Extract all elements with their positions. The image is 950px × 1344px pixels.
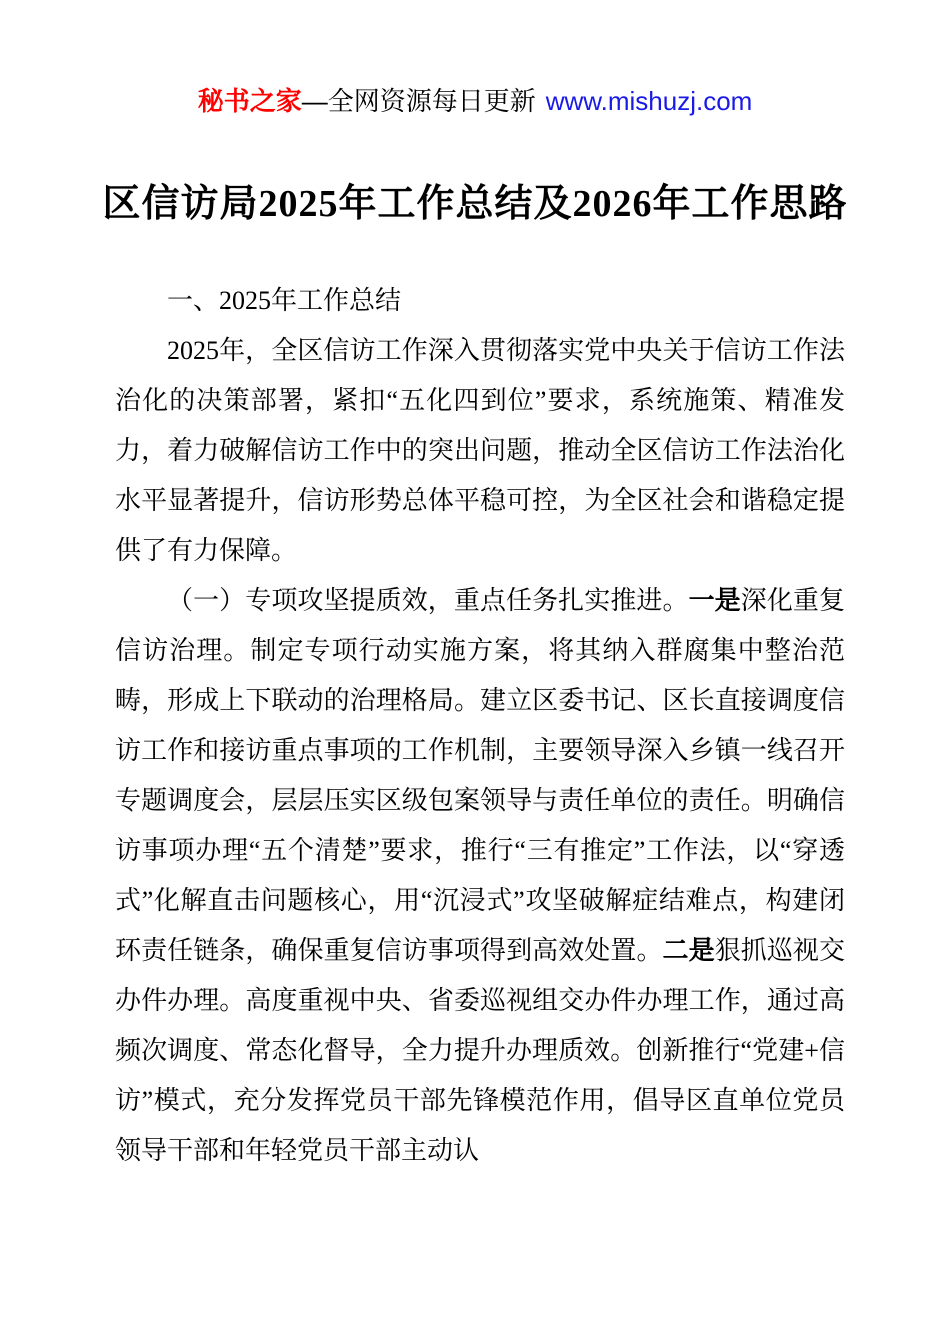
- site-header: [0, 0, 950, 116]
- document-title: 区信访局2025年工作总结及2026年工作思路: [102, 183, 848, 225]
- site-tagline: —全网资源每日更新: [301, 86, 536, 116]
- text-segment: （一）专项攻坚提质效，重点任务扎实推进。: [167, 586, 689, 615]
- document-body: [115, 276, 845, 1176]
- section-heading: [115, 276, 845, 326]
- text-segment: 2025年，全区信访工作深入贯彻落实党中央关于信访工作法治化的决策部署，紧扣“五化四到位”要求，系统施策、精准发力，着力破解信访工作中的突出问题，推动全区信访工作法治化水平显著提升，信访形势总体平稳可控，为全区社会和谐稳定提供了有力保障。: [115, 336, 845, 565]
- emphasis-text: 二是: [662, 936, 715, 965]
- paragraph: [115, 326, 845, 576]
- paragraph: [115, 576, 845, 1176]
- text-segment: 一、2025年工作总结: [167, 286, 402, 315]
- text-segment: 狠抓巡视交办件办理。高度重视中央、省委巡视组交办件办理工作，通过高频次调度、常态化督导，全力提升办理质效。创新推行“党建+信访”模式，充分发挥党员干部先锋模范作用，倡导区直单位党员领导干部和年轻党员干部主动认: [115, 936, 845, 1165]
- text-segment: 深化重复信访治理。制定专项行动实施方案，将其纳入群腐集中整治范畴，形成上下联动的治理格局。建立区委书记、区长直接调度信访工作和接访重点事项的工作机制，主要领导深入乡镇一线召开专题调度会，层层压实区级包案领导与责任单位的责任。明确信访事项办理“五个清楚”要求，推行“三有推定”工作法，以“穿透式”化解直击问题核心，用“沉浸式”攻坚破解症结难点，构建闭环责任链条，确保重复信访事项得到高效处置。: [115, 586, 845, 965]
- site-url-link[interactable]: www.mishuzj.com: [545, 86, 753, 116]
- emphasis-text: 一是: [688, 586, 741, 615]
- site-brand: 秘书之家: [197, 86, 302, 116]
